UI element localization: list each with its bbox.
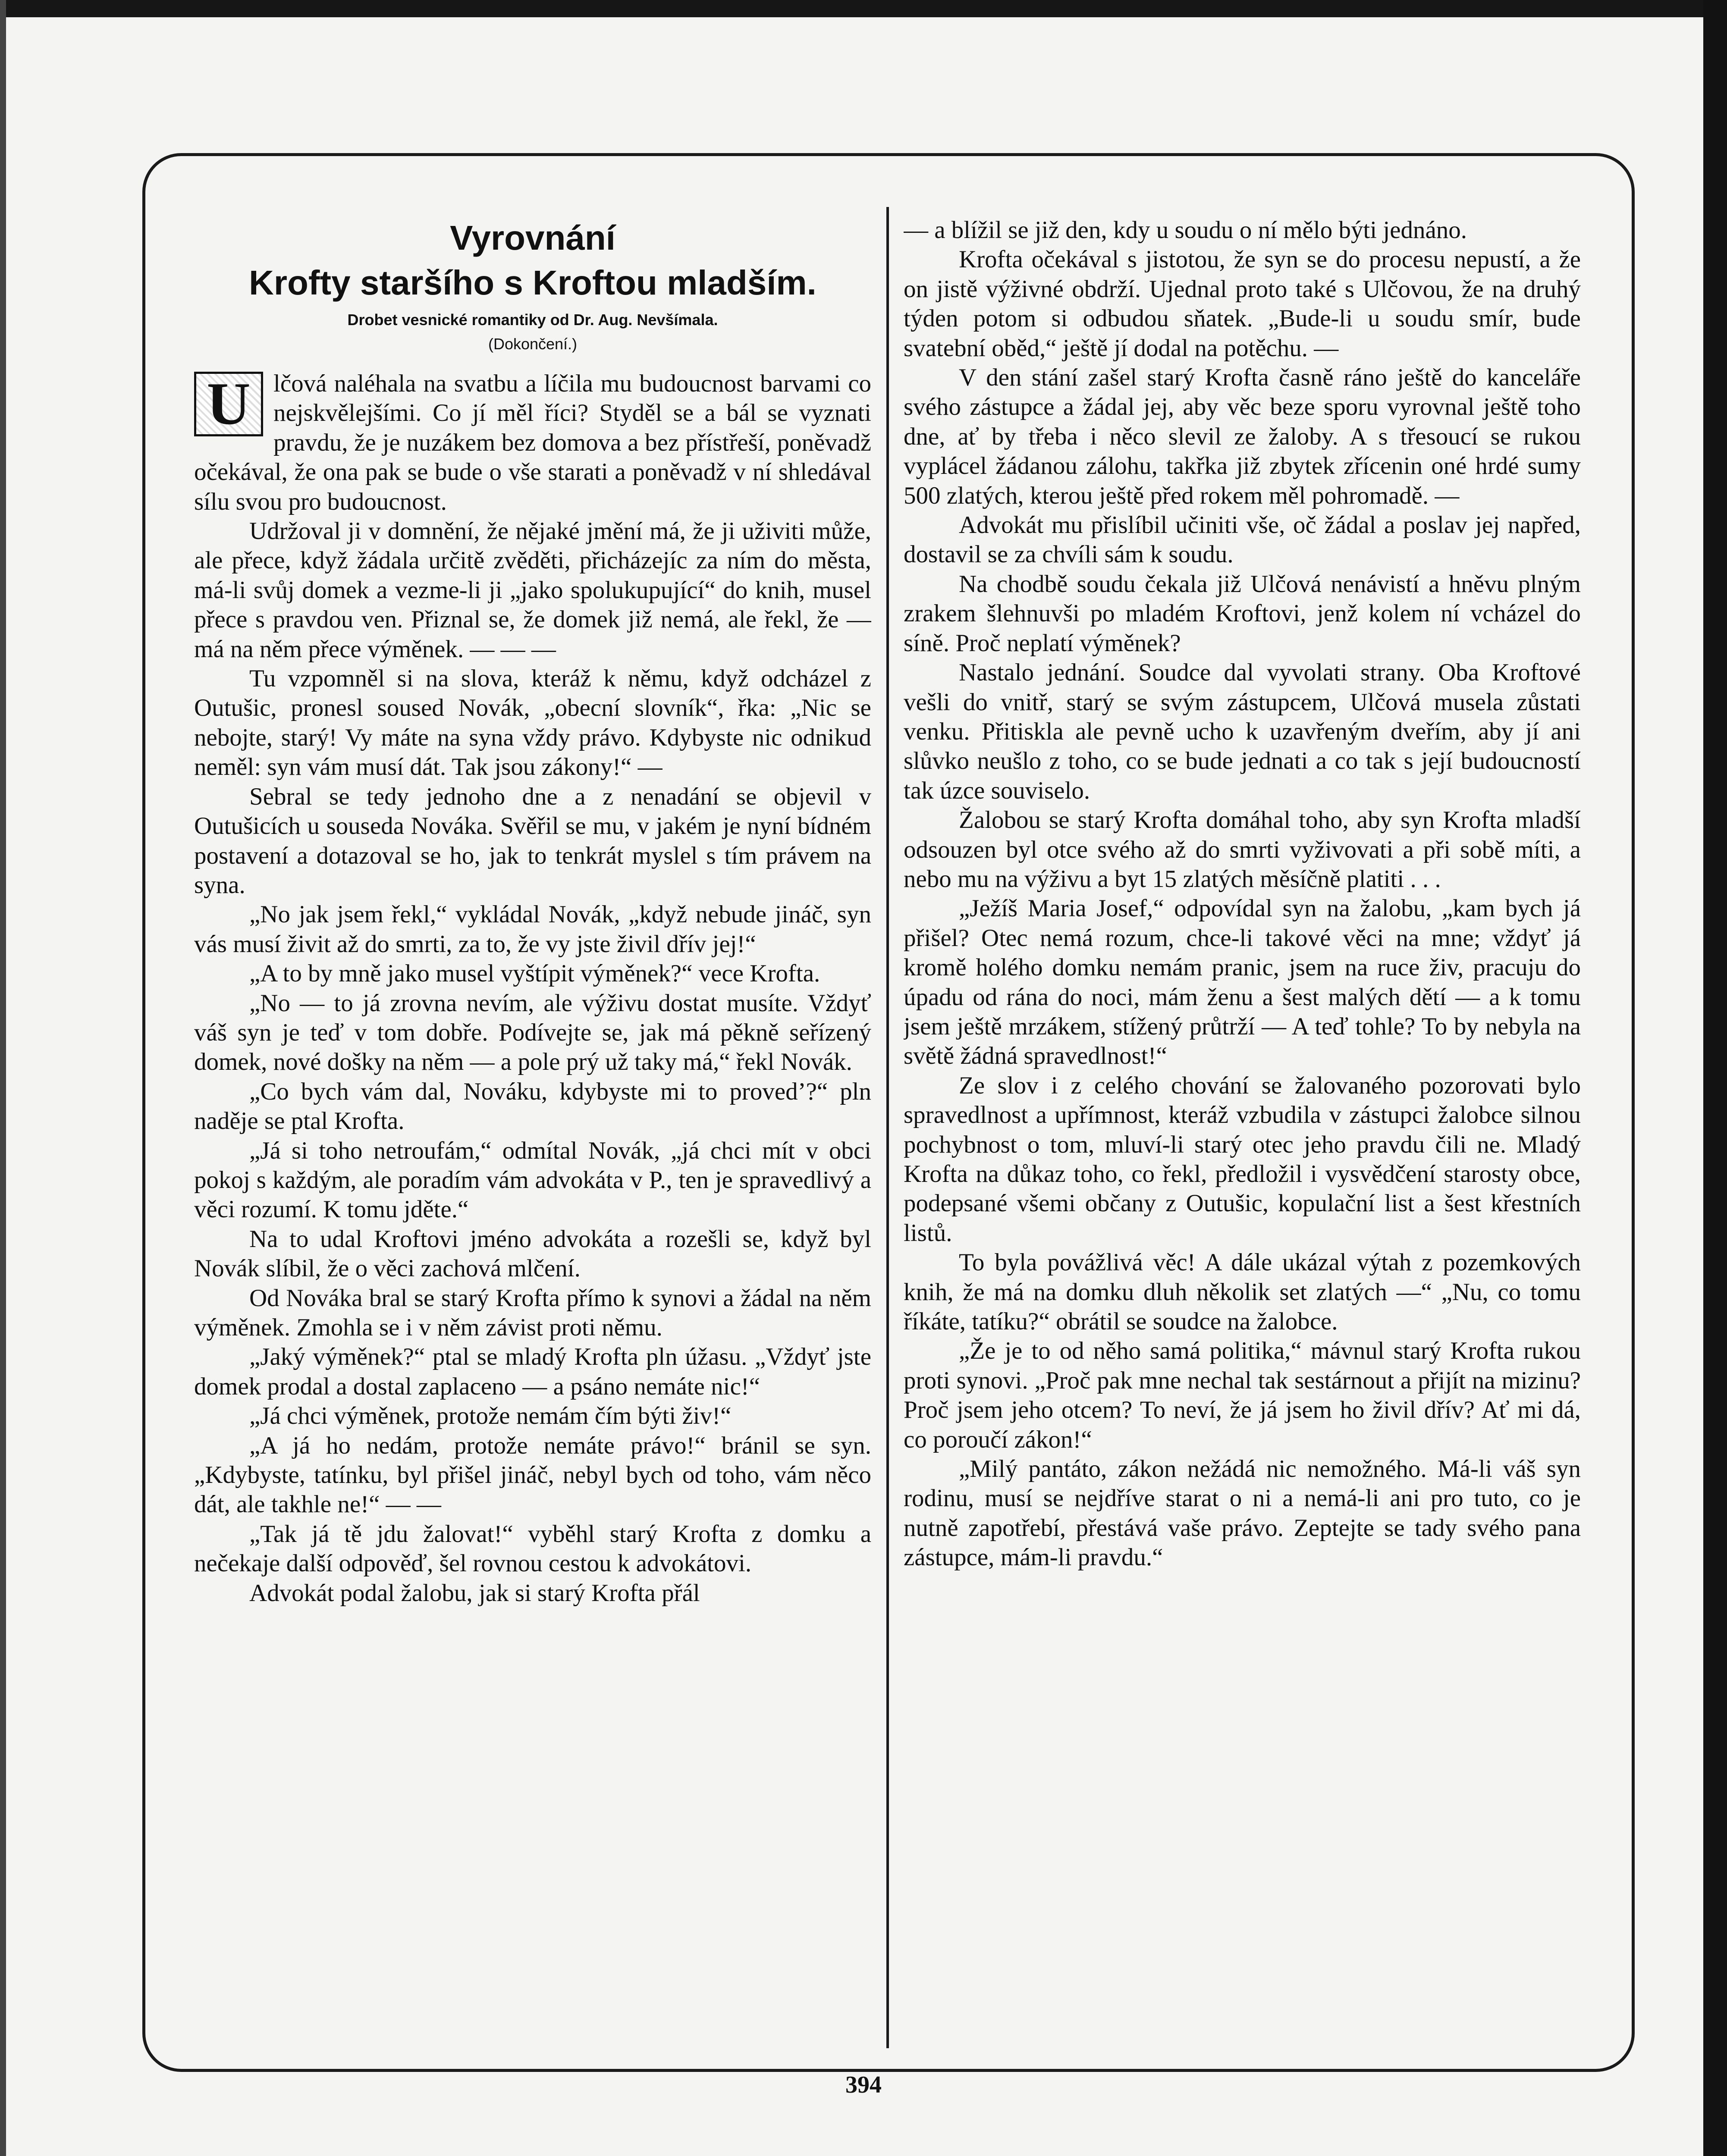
right-paragraph: „Že je to od něho samá politika,“ mávnul starý Krofta rukou proti synovi. „Proč pak mne nechal tak sestárnout a přijít na mizinu? Proč jsem jeho otcem? To neví, že já jsem ho živil dřív? Ať mi dá, co poroučí zákon!“ [904, 1337, 1581, 1453]
left-paragraph: U lčová naléhala na svatbu a líčila mu budoucnost barvami co nejskvělejšími. Co jí měl říci? Styděl se a bál se vyznati pravdu, že je nuzákem bez domova a bez přístřeší, poněvadž očekával, že ona pak se bude o vše starati a poněvadž v ní shledával sílu svou pro budoucnost. [194, 370, 871, 515]
scan-edge-left [0, 0, 6, 2156]
page-number: 394 [845, 2071, 882, 2098]
title-line-2: Krofty staršího s Kroftou mladším. [249, 263, 816, 302]
left-paragraph: Na to udal Kroftovi jméno advokáta a rozešli se, když byl Novák slíbil, že o věci zachová mlčení. [194, 1225, 871, 1282]
left-paragraph: Sebral se tedy jednoho dne a z nenadání se objevil v Outušicích u souseda Nováka. Svěřil se mu, v jakém je nyní bídném postavení a dotazoval se ho, jak to tenkrát myslel s tím právem na syna. [194, 783, 871, 899]
article-title [194, 216, 871, 305]
left-column [194, 216, 871, 2040]
right-paragraph: Krofta očekával s jistotou, že syn se do procesu nepustí, a že on jistě výživné obdrží. Ujednal proto také s Ulčovou, že na druhý týden potom si odbudou sňatek. „Bude-li u soudu smír, bude svatební oběd,“ ještě jí dodal na potěchu. — [904, 246, 1581, 362]
left-paragraph: „Tak já tě jdu žalovat!“ vyběhl starý Krofta z domku a nečekaje další odpověď, šel rovnou cestou k advokátovi. [194, 1520, 871, 1577]
continuation-note: (Dokončení.) [488, 335, 578, 353]
left-paragraph: „Já si toho netroufám,“ odmítal Novák, „já chci mít v obci pokoj s každým, ale poradím vám advokáta v P., ten je spravedlivý a věci rozumí. K tomu jděte.“ [194, 1137, 871, 1223]
right-paragraph: Nastalo jednání. Soudce dal vyvolati strany. Oba Kroftové vešli do vnitř, starý se svým zástupcem, Ulčová musela zůstati venku. Přitiskla ale pevně ucho k uzavřeným dveřím, aby jí ani slůvko neušlo z toho, co se bude jednati a co tak s její budoucností tak úzce souviselo. [904, 659, 1581, 804]
left-paragraph: Udržoval ji v domnění, že nějaké jmění má, že ji uživiti může, ale přece, když žádala určitě zvěděti, přicházejíc za ním do města, má-li svůj domek a vezme-li ji „jako spolukupující“ do knih, musel přece s pravdou ven. Přiznal se, že domek již nemá, ale řekl, že — má na něm přece výměnek. — — — [194, 517, 871, 663]
drop-cap-initial: U [194, 372, 263, 436]
right-paragraph: „Ježíš Maria Josef,“ odpovídal syn na žalobu, „kam bych já přišel? Otec nemá rozum, chce-li takové věci na mne; vždyť já kromě holého domku nemám pranic, jsem na ruce živ, pracuju do úpadu od rána do noci, mám ženu a šest malých dětí — a k tomu jsem ještě mrzákem, stížený průtrží — A teď tohle? To by nebyla na světě žádná spravedlnost!“ [904, 895, 1581, 1070]
article-subtitle: Drobet vesnické romantiky od Dr. Aug. Nevšímala. [347, 311, 718, 329]
left-paragraph: „A já ho nedám, protože nemáte právo!“ bránil se syn. „Kdybyste, tatínku, byl přišel jináč, nebyl bych od toho, vám něco dát, ale takhle ne!“ — — [194, 1432, 871, 1518]
right-paragraph: „Milý pantáto, zákon nežádá nic nemožného. Má-li váš syn rodinu, musí se nejdříve starat o ni a nemá-li ani pro tuto, co je nutně zapotřebí, přestává vaše právo. Zeptejte se tady svého pana zástupce, mám-li pravdu.“ [904, 1455, 1581, 1571]
left-paragraph: „No jak jsem řekl,“ vykládal Novák, „když nebude jináč, syn vás musí živit až do smrti, za to, že vy jste živil dřív jej!“ [194, 901, 871, 958]
right-column [904, 216, 1581, 2040]
left-paragraph: „Jaký výměnek?“ ptal se mladý Krofta pln úžasu. „Vždyť jste domek prodal a dostal zaplaceno — a psáno nemáte nic!“ [194, 1343, 871, 1400]
left-paragraph: „Co bych vám dal, Nováku, kdybyste mi to proved’?“ pln naděje se ptal Krofta. [194, 1078, 871, 1135]
left-paragraph: Tu vzpomněl si na slova, kteráž k němu, když odcházel z Outušic, pronesl soused Novák, „obecní slovník“, řka: „Nic se nebojte, starý! Vy máte na syna vždy právo. Kdybyste nic odnikud neměl: syn vám musí dát. Tak jsou zákony!“ — [194, 665, 871, 781]
left-paragraph: „Já chci výměnek, protože nemám čím býti živ!“ [249, 1402, 732, 1430]
right-paragraph: To byla povážlivá věc! A dále ukázal výtah z pozemkových knih, že má na domku dluh několik set zlatých —“ „Nu, co tomu říkáte, tatíku?“ obrátil se soudce na žalobce. [904, 1249, 1581, 1335]
title-line-1: Vyrovnání [450, 219, 615, 257]
scan-edge-right [1703, 0, 1727, 2156]
column-divider [886, 207, 889, 2048]
right-paragraph: — a blížil se již den, kdy u soudu o ní mělo býti jednáno. [904, 216, 1467, 244]
right-paragraph: Advokát mu přislíbil učiniti vše, oč žádal a poslav jej napřed, dostavil se za chvíli sám k soudu. [904, 511, 1581, 568]
scan-edge-top [0, 0, 1727, 17]
right-paragraph: V den stání zašel starý Krofta časně ráno ještě do kanceláře svého zástupce a žádal jej, aby věc beze sporu vyrovnal ještě toho dne, ať by třeba i něco slevil ze žaloby. A s třesoucí se rukou vyplácel žádanou zálohu, takřka již zbytek zřícenin oné hrdé sumy 500 zlatých, kterou ještě před rokem měl pohromadě. — [904, 364, 1581, 509]
left-paragraph: „A to by mně jako musel vyštípit výměnek?“ vece Krofta. [249, 960, 820, 987]
left-paragraph: Od Nováka bral se starý Krofta přímo k synovi a žádal na něm výměnek. Zmohla se i v něm závist proti němu. [194, 1284, 871, 1341]
left-paragraph: Advokát podal žalobu, jak si starý Krofta přál [249, 1579, 700, 1607]
right-paragraph: Ze slov i z celého chování se žalovaného pozorovati bylo spravedlnost a upřímnost, kteráž vzbudila v zástupci žalobce silnou pochybnost o tom, mluví-li starý otec jeho pravdu čili ne. Mladý Krofta na důkaz toho, co řekl, předložil i vysvědčení starosty obce, podepsané všemi občany z Outušic, kopulační list a šest křestních listů. [904, 1072, 1581, 1247]
right-paragraph: Na chodbě soudu čekala již Ulčová nenávistí a hněvu plným zrakem šlehnuvši po mladém Kroftovi, jenž kolem ní vcházel do síně. Proč neplatí výměnek? [904, 570, 1581, 657]
right-paragraph: Žalobou se starý Krofta domáhal toho, aby syn Krofta mladší odsouzen byl otce svého až do smrti vyživovati a při sobě míti, a nebo mu na výživu a byt 15 zlatých měsíčně platiti . . . [904, 806, 1581, 893]
left-paragraph: „No — to já zrovna nevím, ale výživu dostat musíte. Vždyť váš syn je teď v tom dobře. Podívejte se, jak má pěkně seřízený domek, nové došky na něm — a pole prý už taky má,“ řekl Novák. [194, 989, 871, 1076]
